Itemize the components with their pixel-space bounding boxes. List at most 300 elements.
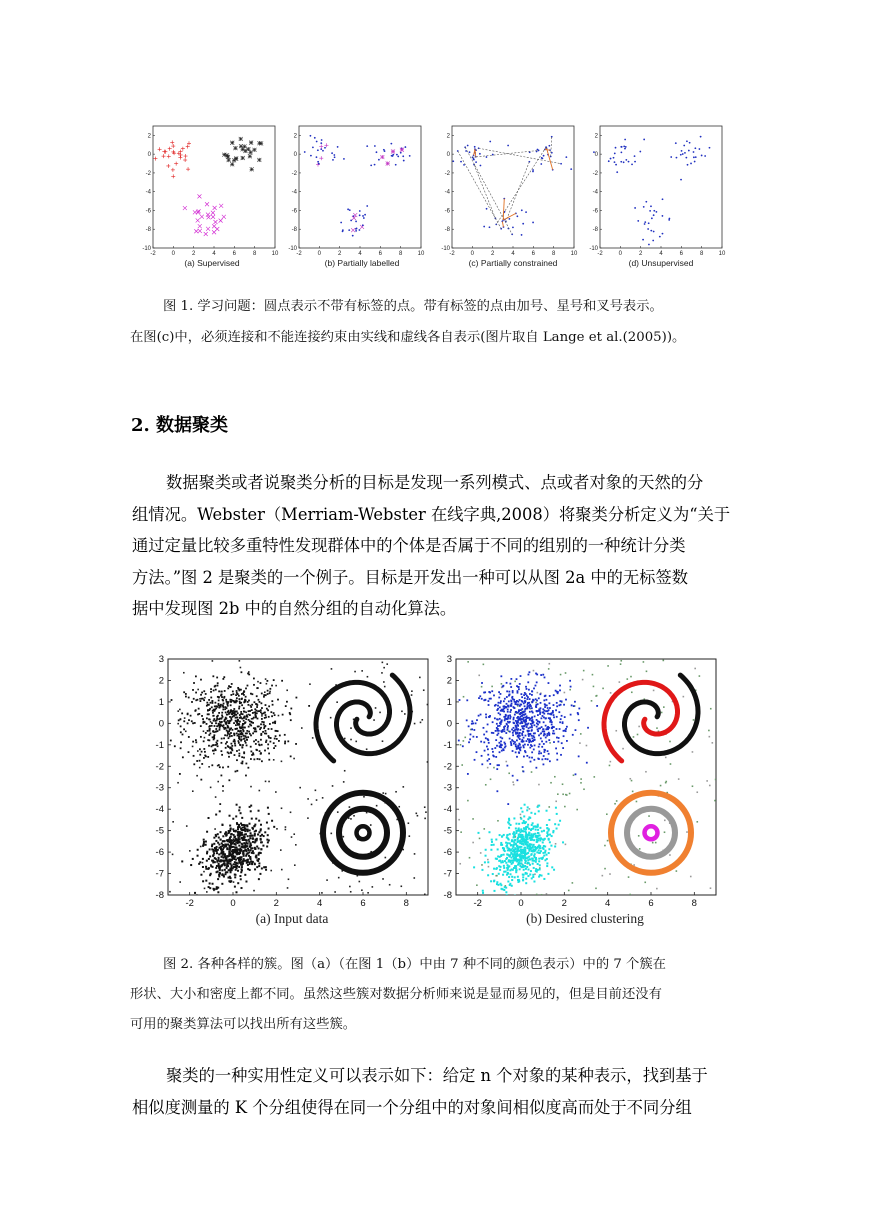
blob-top-point <box>287 740 289 742</box>
noise-point <box>481 686 483 688</box>
blob-bottom-point <box>242 834 244 836</box>
blob-top-point <box>216 677 218 679</box>
blob-top-point <box>506 765 508 767</box>
blob-top-point <box>267 709 269 711</box>
blob-bottom-point <box>247 843 249 845</box>
blob-top-point <box>195 675 197 677</box>
blob-top-point <box>252 722 254 724</box>
blob-top-point <box>438 698 440 700</box>
blob-top-point <box>213 718 215 720</box>
blob-top-point <box>221 754 223 756</box>
blob-top-point <box>547 728 549 730</box>
blob-top-point <box>225 712 227 714</box>
noise-point <box>337 811 339 813</box>
unlabelled-point <box>537 149 539 151</box>
blob-top-point <box>239 701 241 703</box>
y-tick-label: -6 <box>443 847 452 859</box>
blob-top-point <box>212 750 214 752</box>
blob-top-point <box>540 752 542 754</box>
blob-top-point <box>513 717 515 719</box>
unlabelled-point <box>644 223 646 225</box>
blob-top-point <box>238 742 240 744</box>
blob-top-point <box>200 679 202 681</box>
y-tick-label: 3 <box>446 654 452 665</box>
blob-top-point <box>235 711 237 713</box>
blob-bottom-point <box>251 863 253 865</box>
blob-bottom-point <box>500 842 502 844</box>
blob-bottom-point <box>230 844 232 846</box>
blob-top-point <box>208 704 210 706</box>
noise-point <box>291 836 293 838</box>
blob-top-point <box>212 712 214 714</box>
blob-bottom-point <box>257 860 259 862</box>
blob-top-point <box>222 704 224 706</box>
blob-top-point <box>566 726 568 728</box>
blob-top-point <box>269 723 271 725</box>
noise-point <box>183 672 185 674</box>
blob-bottom-point <box>503 865 505 867</box>
blob-top-point <box>565 699 567 701</box>
blob-bottom-point <box>520 818 522 820</box>
unlabelled-point <box>669 218 671 220</box>
blob-top-point <box>274 722 276 724</box>
blob-bottom-point <box>243 826 245 828</box>
blob-bottom-point <box>512 853 514 855</box>
blob-bottom-point <box>538 810 540 812</box>
blob-top-point <box>544 734 546 736</box>
blob-top-point <box>531 737 533 739</box>
blob-top-point <box>239 689 241 691</box>
noise-point <box>595 888 597 890</box>
blob-bottom-point <box>221 856 223 858</box>
blob-top-point <box>241 738 243 740</box>
blob-bottom-point <box>552 831 554 833</box>
blob-bottom-point <box>252 838 254 840</box>
blob-bottom-point <box>211 848 213 850</box>
x-tick-label: 0 <box>317 251 322 257</box>
noise-point <box>311 804 313 806</box>
blob-bottom-point <box>546 865 548 867</box>
noise-point <box>694 668 696 670</box>
blob-bottom-point <box>240 878 242 880</box>
blob-top-point <box>533 688 535 690</box>
blob-top-point <box>486 746 488 748</box>
blob-top-point <box>545 728 547 730</box>
blob-bottom-point <box>491 839 493 841</box>
unlabelled-point <box>483 226 485 228</box>
noise-point <box>546 893 548 895</box>
blob-bottom-point <box>219 869 221 871</box>
blob-bottom-point <box>241 887 243 889</box>
x-tick-label: 0 <box>171 251 176 257</box>
blob-top-point <box>239 706 241 708</box>
blob-top-point <box>260 709 262 711</box>
y-tick-label: -6 <box>155 847 164 859</box>
blob-top-point <box>215 731 217 733</box>
blob-bottom-point <box>540 850 542 852</box>
blob-bottom-point <box>502 888 504 890</box>
unlabelled-point <box>623 145 625 147</box>
blob-top-point <box>245 696 247 698</box>
blob-bottom-point <box>266 822 268 824</box>
blob-top-point <box>536 681 538 683</box>
unlabelled-point <box>480 165 482 167</box>
noise-point <box>203 871 205 873</box>
blob-top-point <box>268 705 270 707</box>
noise-point <box>417 815 419 817</box>
blob-top-point <box>510 704 512 706</box>
unlabelled-point <box>304 151 306 153</box>
noise-point <box>483 664 485 666</box>
blob-bottom-point <box>525 842 527 844</box>
noise-point <box>197 750 199 752</box>
blob-top-point <box>260 723 262 725</box>
blob-top-point <box>517 701 519 703</box>
blob-top-point <box>228 746 230 748</box>
blob-bottom-point <box>224 864 226 866</box>
blob-bottom-point <box>222 840 224 842</box>
blob-top-point <box>559 728 561 730</box>
blob-bottom-point <box>490 880 492 882</box>
noise-point <box>714 800 716 802</box>
blob-bottom-point <box>242 846 244 848</box>
blob-top-point <box>505 745 507 747</box>
blob-top-point <box>513 727 515 729</box>
blob-bottom-point <box>258 862 260 864</box>
x-tick-label: 8 <box>699 251 704 257</box>
blob-bottom-point <box>236 841 238 843</box>
blob-top-point <box>526 695 528 697</box>
blob-top-point <box>236 750 238 752</box>
blob-top-point <box>238 733 240 735</box>
blob-bottom-point <box>532 874 534 876</box>
blob-top-point <box>259 728 261 730</box>
noise-point <box>548 668 550 670</box>
blob-bottom-point <box>230 871 232 873</box>
blob-top-point <box>242 725 244 727</box>
blob-top-point <box>519 735 521 737</box>
blob-top-point <box>256 706 258 708</box>
unlabelled-point <box>358 229 360 231</box>
unlabelled-point <box>675 142 677 144</box>
must-link-constraint <box>503 199 504 220</box>
blob-top-point <box>249 714 251 716</box>
blob-bottom-point <box>508 827 510 829</box>
noise-point <box>326 879 328 881</box>
blob-top-point <box>509 683 511 685</box>
noise-point <box>607 665 609 667</box>
blob-bottom-point <box>535 829 537 831</box>
figure-1-caption-line-1: 图 1. 学习问题：圆点表示不带有标签的点。带有标签的点由加号、星号和叉号表示。 <box>163 299 663 314</box>
noise-point <box>264 691 266 693</box>
blob-top-point <box>543 743 545 745</box>
noise-point <box>295 844 297 846</box>
blob-top-point <box>499 706 501 708</box>
blob-top-point <box>191 720 193 722</box>
noise-point <box>420 722 422 724</box>
blob-bottom-point <box>544 850 546 852</box>
blob-top-point <box>232 693 234 695</box>
blob-top-point <box>208 739 210 741</box>
blob-top-point <box>270 737 272 739</box>
blob-top-point <box>532 740 534 742</box>
blob-bottom-point <box>220 848 222 850</box>
unlabelled-point <box>608 160 610 162</box>
blob-bottom-point <box>527 859 529 861</box>
blob-bottom-point <box>548 852 550 854</box>
blob-top-point <box>242 713 244 715</box>
blob-bottom-point <box>248 849 250 851</box>
blob-bottom-point <box>225 871 227 873</box>
blob-top-point <box>535 767 537 769</box>
blob-bottom-point <box>501 844 503 846</box>
blob-top-point <box>212 702 214 704</box>
blob-bottom-point <box>215 835 217 837</box>
blob-top-point <box>494 747 496 749</box>
noise-point <box>610 692 612 694</box>
unlabelled-point <box>645 201 647 203</box>
blob-bottom-point <box>504 886 506 888</box>
blob-bottom-point <box>246 840 248 842</box>
noise-point <box>609 873 611 875</box>
blob-top-point <box>263 721 265 723</box>
blob-top-point <box>241 732 243 734</box>
noise-point <box>580 778 582 780</box>
blob-top-point <box>200 700 202 702</box>
blob-top-point <box>476 719 478 721</box>
blob-top-point <box>195 699 197 701</box>
blob-top-point <box>271 715 273 717</box>
blob-top-point <box>255 731 257 733</box>
blob-bottom-point <box>548 838 550 840</box>
blob-top-point <box>491 732 493 734</box>
blob-bottom-point <box>527 824 529 826</box>
blob-top-point <box>524 705 526 707</box>
blob-bottom-point <box>538 844 540 846</box>
blob-bottom-point <box>258 810 260 812</box>
blob-bottom-point <box>533 844 535 846</box>
blob-top-point <box>543 755 545 757</box>
noise-point <box>287 887 289 889</box>
noise-point <box>293 833 295 835</box>
blob-top-point <box>516 756 518 758</box>
blob-bottom-point <box>227 877 229 879</box>
x-tick-label: -2 <box>597 251 603 257</box>
unlabelled-point <box>474 146 476 148</box>
blob-top-point <box>237 687 239 689</box>
blob-bottom-point <box>516 851 518 853</box>
blob-bottom-point <box>249 845 251 847</box>
blob-top-point <box>574 701 576 703</box>
y-tick-label: -7 <box>155 868 164 880</box>
blob-top-point <box>235 724 237 726</box>
blob-top-point <box>212 700 214 702</box>
blob-top-point <box>498 691 500 693</box>
blob-top-point <box>199 754 201 756</box>
blob-top-point <box>218 712 220 714</box>
blob-bottom-point <box>530 812 532 814</box>
blob-top-point <box>541 726 543 728</box>
blob-top-point <box>200 725 202 727</box>
blob-bottom-point <box>251 818 253 820</box>
noise-point <box>206 891 208 893</box>
blob-top-point <box>507 727 509 729</box>
unlabelled-point <box>694 161 696 163</box>
blob-bottom-point <box>496 867 498 869</box>
blob-top-point <box>549 695 551 697</box>
blob-bottom-point <box>242 851 244 853</box>
noise-point <box>416 813 418 815</box>
blob-bottom-point <box>546 831 548 833</box>
blob-bottom-point <box>248 823 250 825</box>
blob-top-point <box>559 685 561 687</box>
blob-bottom-point <box>533 833 535 835</box>
noise-point <box>366 748 368 750</box>
blob-top-point <box>201 763 203 765</box>
blob-bottom-point <box>525 872 527 874</box>
blob-bottom-point <box>248 839 250 841</box>
noise-point <box>487 767 489 769</box>
noise-point <box>353 815 355 817</box>
noise-point <box>564 692 566 694</box>
unlabelled-point <box>463 164 465 166</box>
blob-bottom-point <box>225 845 227 847</box>
blob-top-point <box>238 708 240 710</box>
noise-point <box>459 863 461 865</box>
blob-bottom-point <box>522 836 524 838</box>
blob-bottom-point <box>218 837 220 839</box>
blob-top-point <box>517 712 519 714</box>
blob-bottom-point <box>529 843 531 845</box>
blob-bottom-point <box>208 867 210 869</box>
blob-bottom-point <box>520 855 522 857</box>
blob-top-point <box>543 721 545 723</box>
blob-top-point <box>496 734 498 736</box>
blob-top-point <box>268 716 270 718</box>
y-tick-label: -3 <box>443 782 452 794</box>
noise-point <box>204 697 206 699</box>
blob-top-point <box>543 731 545 733</box>
blob-top-point <box>269 741 271 743</box>
noise-point <box>562 783 564 785</box>
blob-top-point <box>240 716 242 718</box>
blob-bottom-point <box>538 876 540 878</box>
blob-top-point <box>251 704 253 706</box>
blob-top-point <box>552 726 554 728</box>
blob-top-point <box>523 694 525 696</box>
blob-bottom-point <box>540 857 542 859</box>
blob-top-point <box>540 702 542 704</box>
blob-bottom-point <box>230 860 232 862</box>
blob-top-point <box>227 687 229 689</box>
blob-top-point <box>187 722 189 724</box>
blob-bottom-point <box>230 877 232 879</box>
blob-top-point <box>179 773 181 775</box>
unlabelled-point <box>540 163 542 165</box>
noise-point <box>491 686 493 688</box>
noise-point <box>265 781 267 783</box>
blob-bottom-point <box>241 868 243 870</box>
noise-point <box>186 825 188 827</box>
blob-bottom-point <box>208 858 210 860</box>
unlabelled-point <box>680 179 682 181</box>
blob-top-point <box>479 695 481 697</box>
noise-point <box>250 786 252 788</box>
noise-point <box>652 842 654 844</box>
blob-top-point <box>536 704 538 706</box>
y-tick-label: -8 <box>145 227 151 234</box>
y-tick-label: -6 <box>444 208 450 215</box>
blob-top-point <box>513 743 515 745</box>
blob-top-point <box>238 695 240 697</box>
blob-top-point <box>562 747 564 749</box>
blob-top-point <box>543 728 545 730</box>
x-tick-label: 0 <box>230 898 236 909</box>
noise-point <box>582 679 584 681</box>
blob-top-point <box>270 711 272 713</box>
y-tick-label: -4 <box>444 189 450 196</box>
blob-bottom-point <box>239 831 241 833</box>
axes-frame <box>600 126 722 248</box>
unlabelled-point <box>662 215 664 217</box>
blob-top-point <box>264 712 266 714</box>
y-tick-label: -4 <box>145 189 151 196</box>
y-tick-label: 2 <box>147 133 151 140</box>
noise-point <box>709 785 711 787</box>
blob-top-point <box>257 718 259 720</box>
noise-point <box>382 878 384 880</box>
unlabelled-point <box>685 157 687 159</box>
blob-bottom-point <box>206 852 208 854</box>
blob-bottom-point <box>507 881 509 883</box>
blob-top-point <box>255 710 257 712</box>
blob-top-point <box>188 697 190 699</box>
blob-bottom-point <box>254 868 256 870</box>
noise-point <box>389 884 391 886</box>
noise-point <box>177 782 179 784</box>
blob-top-point <box>192 689 194 691</box>
unlabelled-point <box>687 164 689 166</box>
unlabelled-point <box>486 156 488 158</box>
blob-bottom-point <box>205 866 207 868</box>
blob-bottom-point <box>237 826 239 828</box>
noise-point <box>354 671 356 673</box>
blob-top-point <box>253 678 255 680</box>
blob-bottom-point <box>527 875 529 877</box>
blob-top-point <box>500 730 502 732</box>
blob-top-point <box>224 719 226 721</box>
blob-top-point <box>193 698 195 700</box>
blob-bottom-point <box>256 846 258 848</box>
blob-bottom-point <box>203 841 205 843</box>
unlabelled-point <box>310 155 312 157</box>
blob-top-point <box>556 716 558 718</box>
blob-bottom-point <box>500 883 502 885</box>
blob-bottom-point <box>208 886 210 888</box>
blob-top-point <box>535 685 537 687</box>
paragraph-2 <box>132 1060 740 1123</box>
blob-top-point <box>234 710 236 712</box>
noise-point <box>361 670 363 672</box>
blob-top-point <box>474 759 476 761</box>
unlabelled-point <box>465 150 467 152</box>
y-tick-label: -8 <box>291 227 297 234</box>
noise-point <box>485 784 487 786</box>
blob-bottom-point <box>515 823 517 825</box>
blob-top-point <box>504 725 506 727</box>
noise-point <box>481 864 483 866</box>
noise-point <box>363 796 365 798</box>
